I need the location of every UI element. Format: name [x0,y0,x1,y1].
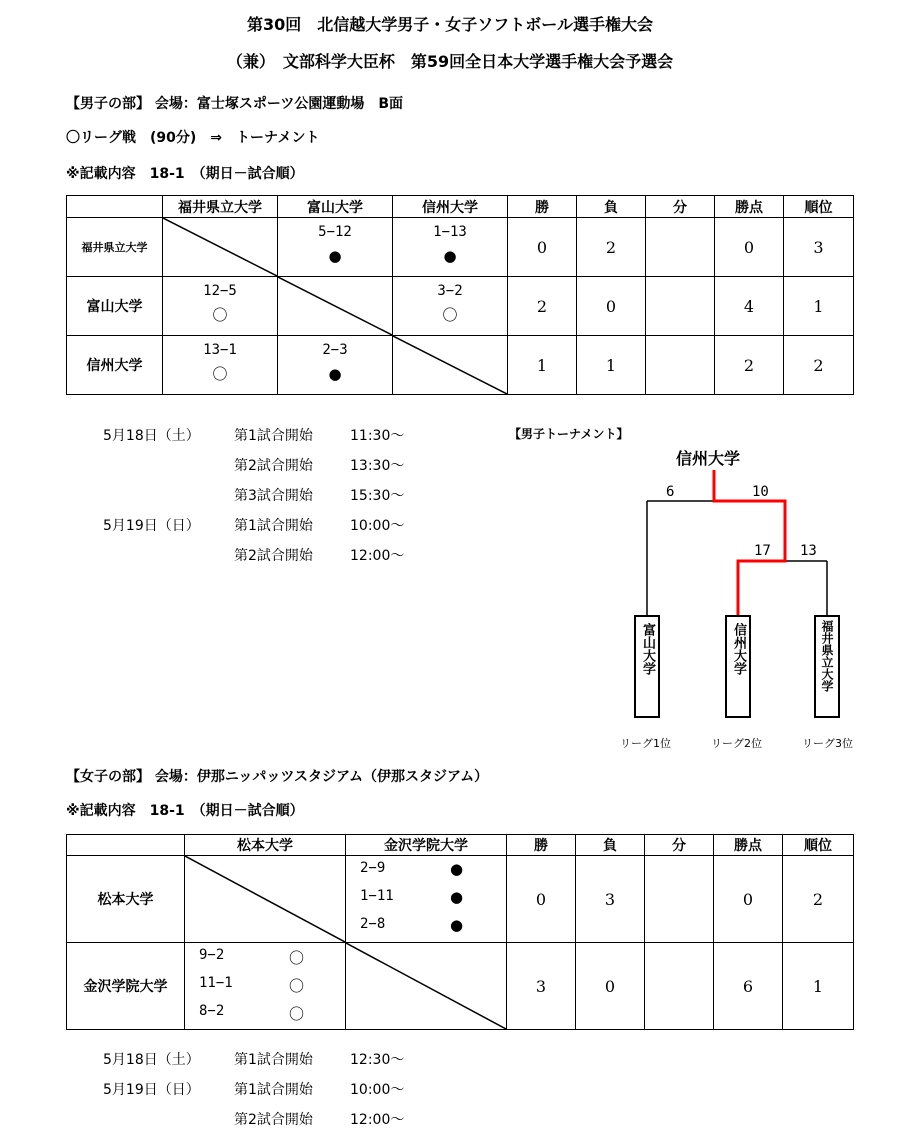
schedule-label: 第2試合開始 [234,458,313,474]
womens-header-row [67,835,854,856]
document-subtitle: （兼） 文部科学大臣杯 第59回全日本大学選手権大会予選会 [226,52,674,71]
col-header-losses: 負 [577,196,646,218]
team-name: 松本大学 [67,856,185,943]
col-header: 信州大学 [393,196,508,218]
draws-value [646,218,715,277]
final-score-left: 6 [666,484,675,500]
rank-value: 1 [783,943,854,1030]
bracket-team-2 [725,615,751,718]
schedule-label: 第2試合開始 [234,1112,313,1128]
schedule-label: 第1試合開始 [234,1082,313,1098]
self-match-cell [278,277,393,336]
win-mark-icon: 〇 [289,1005,305,1023]
bracket-team-name: 富山大学 [640,623,655,675]
schedule-time: 13:30〜 [350,458,405,474]
win-mark-icon: 〇 [212,365,228,383]
match-score: 1−11 [360,888,394,904]
wins-value: 0 [507,856,576,943]
schedule-label: 第1試合開始 [234,428,313,444]
col-header: 福井県立大学 [163,196,278,218]
bracket-rank-label: リーグ2位 [711,737,762,750]
win-mark-icon: 〇 [442,306,458,324]
win-mark-icon: 〇 [289,977,305,995]
col-header: 松本大学 [185,835,346,856]
schedule-date: 5月18日（土） [103,1052,200,1068]
diagonal-line [278,277,392,335]
win-mark-icon: 〇 [289,949,305,967]
match-score: 2−8 [360,916,386,932]
diagonal-line [163,218,277,276]
match-score: 1−13 [433,224,467,240]
wins-value: 1 [508,336,577,395]
match-score: 13−1 [203,342,237,358]
loss-mark-icon: ● [443,247,457,265]
draws-value [646,277,715,336]
draws-value [646,336,715,395]
loss-mark-icon: ● [328,365,342,383]
team-name: 富山大学 [67,277,163,336]
bracket-team-1 [634,615,660,718]
match-score: 2−9 [360,860,386,876]
col-header-losses: 負 [576,835,645,856]
bracket-rank-label: リーグ1位 [620,737,671,750]
schedule-date: 5月19日（日） [103,1082,200,1098]
self-match-cell [346,943,507,1030]
match-score: 11−1 [199,975,233,991]
points-value: 6 [714,943,783,1030]
loss-mark-icon: ● [450,916,464,934]
schedule-time: 12:00〜 [350,1112,405,1128]
loss-mark-icon: ● [450,860,464,878]
bracket-team-3 [814,615,840,718]
schedule-time: 10:00〜 [350,1082,405,1098]
draws-value [645,856,714,943]
table-row [67,943,854,1030]
match-score: 9−2 [199,947,225,963]
self-match-cell [163,218,278,277]
rank-value: 2 [783,856,854,943]
rank-value: 2 [784,336,854,395]
mens-format: 〇リーグ戦 (90分) ⇒ トーナメント [66,130,320,146]
mens-section-heading: 【男子の部】 会場：富士塚スポーツ公園運動場 B面 [66,96,403,112]
schedule-label: 第3試合開始 [234,488,313,504]
bracket-rank-label: リーグ3位 [802,737,853,750]
schedule-time: 15:30〜 [350,488,405,504]
table-row [67,218,854,277]
match-cell [278,336,393,395]
col-header-rank: 順位 [783,835,854,856]
losses-value: 1 [577,336,646,395]
match-cell [185,943,346,1030]
col-header-wins: 勝 [508,196,577,218]
col-header-draws: 分 [646,196,715,218]
loss-mark-icon: ● [328,247,342,265]
schedule-time: 12:30〜 [350,1052,405,1068]
losses-value: 0 [577,277,646,336]
winning-path-line [714,470,785,616]
match-cell [278,218,393,277]
loss-mark-icon: ● [450,888,464,906]
schedule-time: 10:00〜 [350,518,405,534]
tournament-winner: 信州大学 [676,449,741,468]
col-header: 金沢学院大学 [346,835,507,856]
match-score: 5−12 [318,224,352,240]
schedule-time: 12:00〜 [350,548,405,564]
womens-section-heading: 【女子の部】 会場：伊那ニッパッツスタジアム（伊那スタジアム） [66,769,489,785]
self-match-cell [185,856,346,943]
match-cell [163,336,278,395]
wins-value: 0 [508,218,577,277]
tournament-heading: 【男子トーナメント】 [509,427,629,441]
col-header-points: 勝点 [714,835,783,856]
col-header-points: 勝点 [715,196,784,218]
schedule-date: 5月19日（日） [103,518,200,534]
wins-value: 2 [508,277,577,336]
match-score: 2−3 [322,342,348,358]
tournament-bracket-lines [600,470,880,620]
final-score-right: 10 [752,484,769,500]
mens-note: ※記載内容 18-1 （期日－試合順） [66,166,304,182]
schedule-label: 第1試合開始 [234,1052,313,1068]
points-value: 0 [715,218,784,277]
schedule-label: 第1試合開始 [234,518,313,534]
diagonal-line [185,856,345,942]
bracket-team-name: 福井県立大学 [820,620,834,692]
match-cell [346,856,507,943]
win-mark-icon: 〇 [212,306,228,324]
rank-value: 3 [784,218,854,277]
draws-value [645,943,714,1030]
match-cell [393,218,508,277]
table-row [67,336,854,395]
diagonal-line [393,336,507,394]
semi-score-right: 13 [800,543,817,559]
losses-value: 2 [577,218,646,277]
mens-header-row [67,196,854,218]
match-score: 8−2 [199,1003,225,1019]
points-value: 0 [714,856,783,943]
self-match-cell [393,336,508,395]
wins-value: 3 [507,943,576,1030]
points-value: 2 [715,336,784,395]
points-value: 4 [715,277,784,336]
document-title: 第30回 北信越大学男子・女子ソフトボール選手権大会 [247,15,653,34]
womens-note: ※記載内容 18-1 （期日－試合順） [66,803,304,819]
schedule-time: 11:30〜 [350,428,405,444]
schedule-label: 第2試合開始 [234,548,313,564]
col-header-rank: 順位 [784,196,854,218]
match-score: 12−5 [203,283,237,299]
womens-league-table [66,834,854,1030]
semi-score-left: 17 [754,543,771,559]
col-header: 富山大学 [278,196,393,218]
col-header-draws: 分 [645,835,714,856]
bracket-team-name: 信州大学 [731,623,746,675]
team-name: 福井県立大学 [67,218,163,277]
match-cell [393,277,508,336]
schedule-date: 5月18日（土） [103,428,200,444]
mens-league-table [66,195,854,395]
match-score: 3−2 [437,283,463,299]
team-name: 信州大学 [67,336,163,395]
rank-value: 1 [784,277,854,336]
corner-cell [67,196,163,218]
table-row [67,277,854,336]
table-row [67,856,854,943]
diagonal-line [346,943,506,1029]
losses-value: 0 [576,943,645,1030]
losses-value: 3 [576,856,645,943]
corner-cell [67,835,185,856]
col-header-wins: 勝 [507,835,576,856]
team-name: 金沢学院大学 [67,943,185,1030]
match-cell [163,277,278,336]
